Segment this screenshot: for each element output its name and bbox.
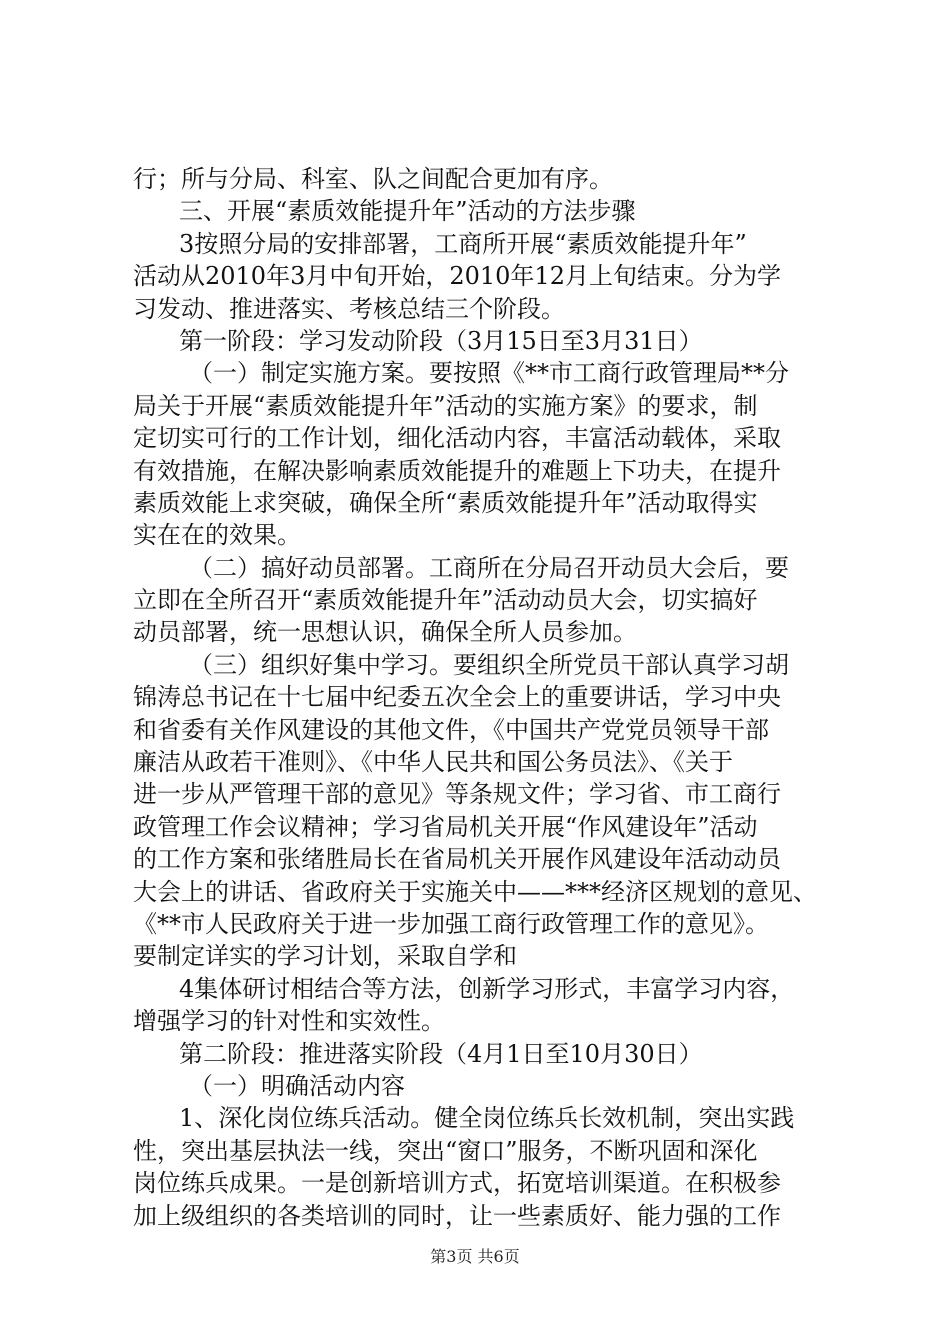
text-line: 廉洁从政若干准则》、《中华人民共和国公务员法》、《关于 xyxy=(133,748,733,777)
text-line: 性，突出基层执法一线，突出“窗口”服务，不断巩固和深化 xyxy=(133,1136,758,1165)
text-line: （一）制定实施方案。要按照《**市工商行政管理局**分 xyxy=(189,359,789,388)
text-line: 的工作方案和张绪胜局长在省局机关开展作风建设年活动动员 xyxy=(133,845,781,874)
text-line: 行；所与分局、科室、队之间配合更加有序。 xyxy=(133,165,613,193)
text-line: 习发动、推进落实、考核总结三个阶段。 xyxy=(133,294,565,323)
text-line: 政管理工作会议精神；学习省局机关开展“作风建设年”活动 xyxy=(133,812,758,841)
text-line: 加上级组织的各类培训的同时，让一些素质好、能力强的工作 xyxy=(133,1201,781,1230)
text-line: 大会上的讲话、省政府关于实施关中——***经济区规划的意见、 xyxy=(133,877,817,906)
text-line: 素质效能上求突破，确保全所“素质效能提升年”活动取得实 xyxy=(133,488,758,517)
page-footer: 第3页 共6页 xyxy=(430,1247,520,1266)
text-line: 1、深化岗位练兵活动。健全岗位练兵长效机制，突出实践 xyxy=(179,1104,795,1133)
text-line: 第一阶段：学习发动阶段（3月15日至3月31日） xyxy=(179,326,703,355)
text-line: 三、开展“素质效能提升年”活动的方法步骤 xyxy=(179,197,636,226)
text-line: 动员部署，统一思想认识，确保全所人员参加。 xyxy=(133,618,637,647)
text-line: 局关于开展“素质效能提升年”活动的实施方案》的要求，制 xyxy=(133,391,758,420)
text-line: 进一步从严管理干部的意见》等条规文件；学习省、市工商行 xyxy=(133,780,781,809)
text-line: （三）组织好集中学习。要组织全所党员干部认真学习胡 xyxy=(189,650,789,679)
text-line: 锦涛总书记在十七届中纪委五次全会上的重要讲话，学习中央 xyxy=(133,683,781,712)
text-line: 有效措施，在解决影响素质效能提升的难题上下功夫，在提升 xyxy=(133,456,781,485)
text-line: 《**市人民政府关于进一步加强工商行政管理工作的意见》。 xyxy=(133,909,769,938)
text-line: 立即在全所召开“素质效能提升年”活动动员大会，切实搞好 xyxy=(133,586,758,615)
text-line: 4集体研讨相结合等方法，创新学习形式，丰富学习内容， xyxy=(179,974,795,1003)
text-line: 增强学习的针对性和实效性。 xyxy=(133,1007,445,1036)
text-line: 3按照分局的安排部署，工商所开展“素质效能提升年” xyxy=(179,229,747,258)
text-line: 定切实可行的工作计划，细化活动内容，丰富活动载体，采取 xyxy=(133,424,781,453)
text-line: （二）搞好动员部署。工商所在分局召开动员大会后，要 xyxy=(189,553,789,582)
text-line: 活动从2010年3月中旬开始，2010年12月上旬结束。分为学 xyxy=(133,262,781,291)
text-line: （一）明确活动内容 xyxy=(189,1071,405,1100)
document-body xyxy=(133,163,833,1232)
text-line: 要制定详实的学习计划，采取自学和 xyxy=(133,942,517,971)
text-line: 实在在的效果。 xyxy=(133,521,301,550)
text-line: 第二阶段：推进落实阶段（4月1日至10月30日） xyxy=(179,1039,703,1068)
text-line: 岗位练兵成果。一是创新培训方式，拓宽培训渠道。在积极参 xyxy=(133,1169,781,1198)
text-line: 和省委有关作风建设的其他文件，《中国共产党党员领导干部 xyxy=(133,715,769,744)
